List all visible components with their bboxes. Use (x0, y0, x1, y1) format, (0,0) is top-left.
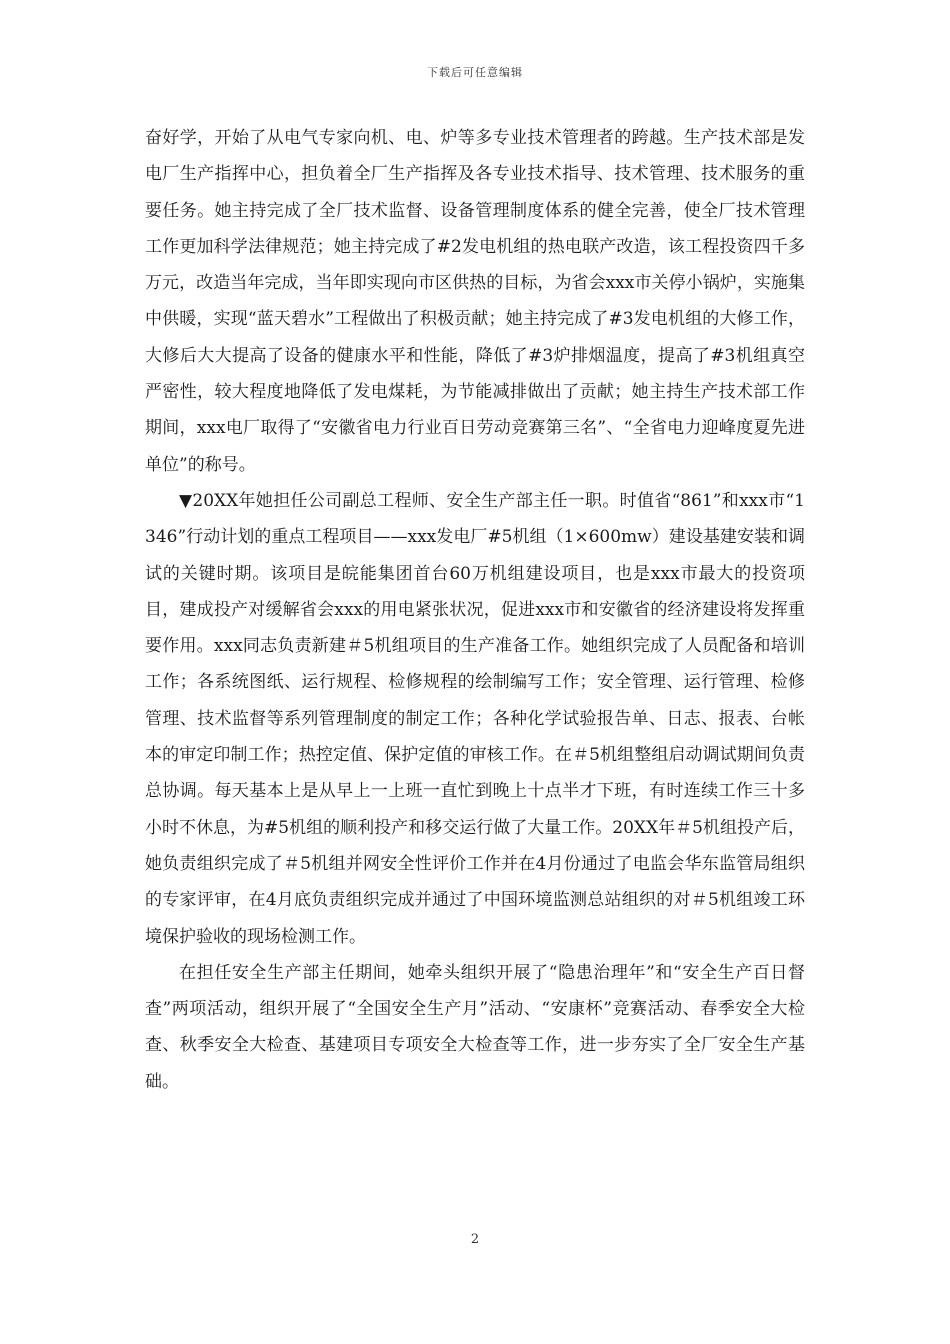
page-header: 下载后可任意编辑 (427, 66, 523, 79)
paragraph-deputy-chief-engineer: ▼20XX年她担任公司副总工程师、安全生产部主任一职。时值省“861”和xxx市“1346”行动计划的重点工程项目——xxx发电厂#5机组（1×600mw）建设基建安装和调试的关键时期。该项目是皖能集团首台60万机组建设项目，也是xxx市最大的投资项目，建成投产对缓解省会xxx的用电紧张状况，促进xxx市和安徽省的经济建设将发挥重要作用。xxx同志负责新建＃5机组项目的生产准备工作。她组织完成了人员配备和培训工作；各系统图纸、运行规程、检修规程的绘制编写工作；安全管理、运行管理、检修管理、技术监督等系列管理制度的制定工作；各种化学试验报告单、日志、报表、台帐本的审定印制工作；热控定值、保护定值的审核工作。在＃5机组整组启动调试期间负责总协调。每天基本上是从早上一上班一直忙到晚上十点半才下班，有时连续工作三十多小时不休息，为#5机组的顺利投产和移交运行做了大量工作。20XX年＃5机组投产后，她负责组织完成了＃5机组并网安全性评价工作并在4月份通过了电监会华东监管局组织的专家评审，在4月底负责组织完成并通过了中国环境监测总站组织的对＃5机组竣工环境保护验收的现场检测工作。 (145, 490, 805, 947)
paragraph-continuation: 奋好学，开始了从电气专家向机、电、炉等多专业技术管理者的跨越。生产技术部是发电厂生产指挥中心，担负着全厂生产指挥及各专业技术指导、技术管理、技术服务的重要任务。她主持完成了全厂技术监督、设备管理制度体系的健全完善，使全厂技术管理工作更加科学法律规范；她主持完成了#2发电机组的热电联产改造，该工程投资四千多万元，改造当年完成，当年即实现向市区供热的目标，为省会xxx市关停小锅炉，实施集中供暖，实现“蓝天碧水”工程做出了积极贡献；她主持完成了#3发电机组的大修工作，大修后大大提高了设备的健康水平和性能，降低了#3炉排烟温度，提高了#3机组真空严密性，较大程度地降低了发电煤耗，为节能减排做出了贡献；她主持生产技术部工作期间，xxx电厂取得了“安徽省电力行业百日劳动竞赛第三名”、“全省电力迎峰度夏先进单位”的称号。 (145, 128, 805, 475)
page-number: 2 (470, 1232, 480, 1247)
document-body (145, 120, 805, 1100)
paragraph-safety-activities: 在担任安全生产部主任期间，她牵头组织开展了“隐患治理年”和“安全生产百日督查”两项活动，组织开展了“全国安全生产月”活动、“安康杯”竞赛活动、春季安全大检查、秋季安全大检查、基建项目专项安全大检查等工作，进一步夯实了全厂安全生产基础。 (145, 962, 805, 1092)
